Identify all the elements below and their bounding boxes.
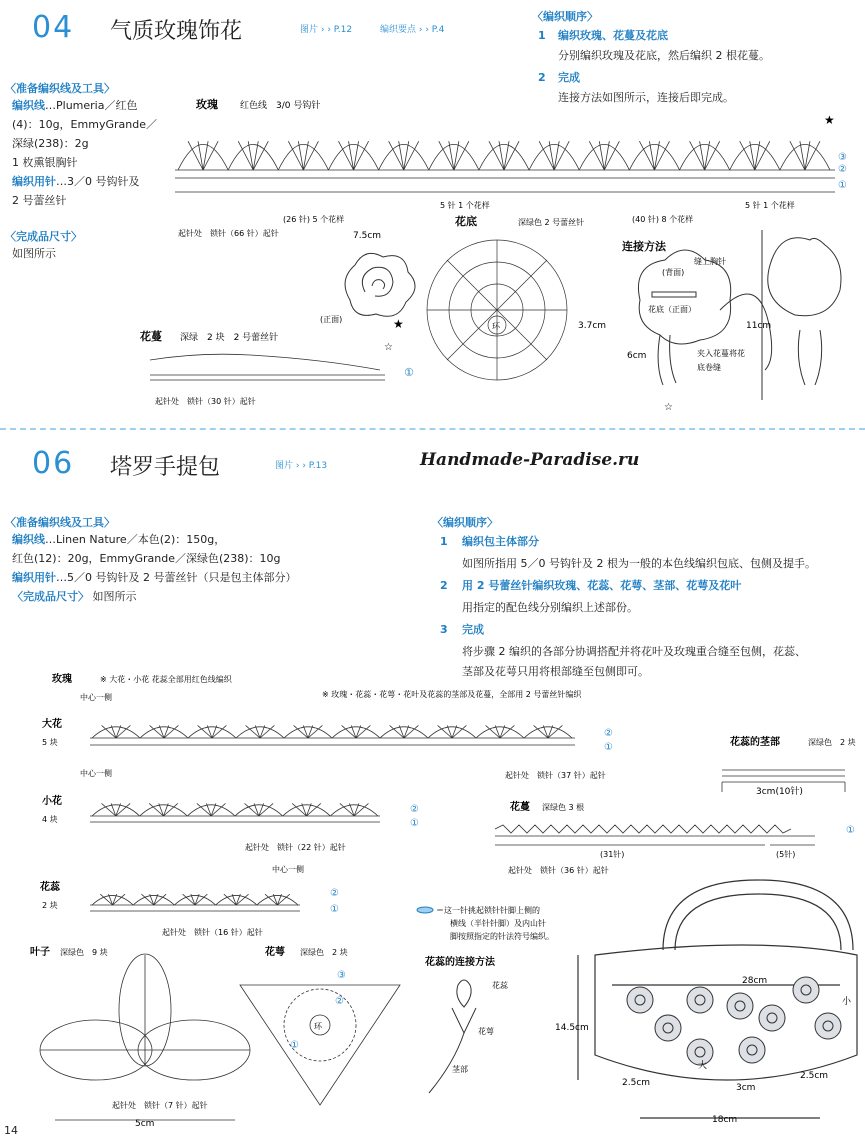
conn-pin: 缝上胸针 xyxy=(694,257,726,266)
step-desc: 连接方法如图所示，连接后即完成。 xyxy=(558,91,734,104)
bag-rose-icon xyxy=(727,993,753,1019)
row-marker: ② xyxy=(604,728,613,739)
stem-length: 3cm(10针) xyxy=(756,787,803,797)
small-flower-chart xyxy=(90,803,380,822)
bag-rose-icon xyxy=(627,987,653,1013)
vine-label: 花蔓 xyxy=(140,330,162,343)
step-desc: 用指定的配色线分别编织上述部份。 xyxy=(462,601,638,614)
base-spec: 深绿色 2 号蕾丝针 xyxy=(518,218,585,227)
row-marker: ① xyxy=(604,742,613,753)
rose-spec: 红色线 3/0 号钩针 xyxy=(240,101,321,111)
chart-arch xyxy=(92,805,140,816)
rose-measure: 5 针 1 个花样 xyxy=(440,201,490,210)
step-title: 编织玫瑰、花蔓及花底 xyxy=(558,29,668,42)
star-icon: ★ xyxy=(824,113,835,127)
yarn-label: 编织线 xyxy=(12,533,45,546)
order-heading: 〈编织顺序〉 xyxy=(532,10,598,23)
small-count: 4 块 xyxy=(42,815,58,824)
row-marker: ① xyxy=(838,180,847,191)
chart-arch xyxy=(236,727,284,738)
pistil-start: 起针处 锁针（16 针）起针 xyxy=(162,928,263,937)
order-heading: 〈编织顺序〉 xyxy=(432,516,498,529)
yarn-line: 深绿(238)：2g xyxy=(12,137,89,150)
rose-note: ※ 大花・小花 花蕊全部用红色线编织 xyxy=(100,675,232,684)
size-heading: 〈完成品尺寸〉 xyxy=(12,590,89,603)
row-marker: ③ xyxy=(838,152,847,163)
front-label: (正面) xyxy=(320,315,343,324)
rose-start: 起针处 锁针（66 针）起针 xyxy=(178,229,279,238)
pconn-part: 花蕊 xyxy=(492,981,508,990)
rose-label: 玫瑰 xyxy=(196,98,218,111)
base-label: 花底 xyxy=(455,215,477,228)
yarn-line: 红色(12)：20g，EmmyGrande／深绿色(238)：10g xyxy=(12,552,281,565)
needle-line: 2 号蕾丝针 xyxy=(12,194,67,207)
step-title: 完成 xyxy=(462,623,484,636)
base-diameter: 3.7cm xyxy=(578,321,607,331)
conn-note: 底卷缝 xyxy=(697,363,721,372)
step-number: 3 xyxy=(440,623,448,636)
big-start: 起针处 锁针（37 针）起针 xyxy=(505,771,606,780)
conn-note: 夹入花蔓将花 xyxy=(697,349,745,358)
chart-arch xyxy=(140,805,188,816)
step-desc: 分别编织玫瑰及花底，然后编织 2 根花蔓。 xyxy=(558,49,770,62)
chart-arch xyxy=(330,805,378,816)
chart-arch xyxy=(476,727,524,738)
step-title: 用 2 号蕾丝针编织玫瑰、花蕊、花萼、茎部、花萼及花叶 xyxy=(462,579,742,592)
conn-label: 连接方法 xyxy=(622,240,666,253)
stem-label: 花蕊的茎部 xyxy=(730,737,780,748)
bag-rose-icon xyxy=(739,1037,765,1063)
row-marker: ② xyxy=(330,888,339,899)
row-marker: ② xyxy=(335,996,344,1007)
needle-label: 编织用针 xyxy=(12,571,56,584)
photo-ref: 图片 › › P.13 xyxy=(275,461,328,471)
rose-width: 7.5cm xyxy=(353,231,382,241)
big-flower-chart xyxy=(90,725,575,745)
rose-measure: (40 针) 8 个花样 xyxy=(632,215,694,224)
center-side: 中心一侧 xyxy=(80,769,112,778)
yarn-line: …Plumeria／红色 xyxy=(45,99,138,112)
chart-arch xyxy=(284,727,332,738)
symbol-icon xyxy=(417,907,433,913)
size-value: 如图所示 xyxy=(12,247,56,260)
bag-rose-icon xyxy=(793,977,819,1003)
center-side: 中心一侧 xyxy=(80,693,112,702)
vine-spec: 深绿色 3 根 xyxy=(542,803,585,812)
chart-arch xyxy=(216,895,257,905)
star-icon: ★ xyxy=(393,317,404,331)
bag-offset: 2.5cm xyxy=(622,1078,651,1088)
pconn-label: 花蕊的连接方法 xyxy=(425,957,495,968)
chart-arch xyxy=(133,895,174,905)
chart-arch xyxy=(174,895,215,905)
needle-label: 编织用针 xyxy=(12,175,56,188)
vine-start: 起针处 锁针（36 针）起针 xyxy=(508,866,609,875)
symbol-note: 横线（半针针脚）及内山针 xyxy=(450,919,546,928)
row-marker: ① xyxy=(846,825,855,836)
row-marker: ① xyxy=(404,366,414,379)
row-marker: ② xyxy=(410,804,419,815)
conn-front: 花底（正面） xyxy=(648,305,696,314)
section-number: 06 xyxy=(32,446,75,481)
rose-label: 玫瑰 xyxy=(52,674,72,685)
yarn-line: (4)：10g，EmmyGrande／ xyxy=(12,118,157,131)
section-title: 塔罗手提包 xyxy=(110,455,221,480)
chart-arch xyxy=(92,895,133,905)
row-marker: ② xyxy=(838,164,847,175)
calyx-chart xyxy=(240,985,400,1105)
tips-ref: 编织要点 › › P.4 xyxy=(380,25,445,35)
leaf-width: 5cm xyxy=(135,1119,155,1129)
rose-measure: 5 针 1 个花样 xyxy=(745,201,795,210)
bag-rose-icon xyxy=(687,987,713,1013)
leaf-chart xyxy=(40,954,250,1080)
vine-measure: (31针) xyxy=(600,850,625,859)
yarn-label: 编织线 xyxy=(12,99,45,112)
vine-label: 花蔓 xyxy=(510,802,530,813)
pconn-diagram xyxy=(429,980,476,1093)
bag-small-label: 小 xyxy=(842,997,852,1007)
chart-arch xyxy=(524,727,572,738)
yarn-line: 1 枚熏银胸针 xyxy=(12,156,78,169)
yarn-line: …Linen Nature／本色(2)：150g， xyxy=(45,533,226,546)
size-heading: 〈完成品尺寸〉 xyxy=(5,230,82,243)
star-outline-icon: ☆ xyxy=(384,342,393,353)
pistil-label: 花蕊 xyxy=(40,882,60,893)
leaf-label: 叶子 xyxy=(30,947,50,958)
bag-bottom-width: 18cm xyxy=(712,1115,738,1125)
step-number: 2 xyxy=(538,71,546,84)
step-title: 编织包主体部分 xyxy=(462,535,539,548)
big-label: 大花 xyxy=(42,719,62,730)
step-desc: 将步骤 2 编织的各部分协调搭配并将花叶及玫瑰重合缝至包侧，花蕊、 xyxy=(462,645,806,658)
chart-arch xyxy=(380,727,428,738)
pistil-chart xyxy=(90,894,300,911)
chart-arch xyxy=(332,727,380,738)
section-number: 04 xyxy=(32,10,75,45)
page-number: 14 xyxy=(4,1124,18,1137)
bag-offset: 3cm xyxy=(736,1083,756,1093)
pconn-part: 茎部 xyxy=(452,1065,468,1074)
bag-width: 28cm xyxy=(742,976,768,986)
chart-arch xyxy=(428,727,476,738)
vine-spec: 深绿 2 块 2 号蕾丝针 xyxy=(180,333,279,343)
vine-measure: (5针) xyxy=(776,850,796,859)
pistil-count: 2 块 xyxy=(42,901,58,910)
bag-big-label: 大 xyxy=(698,1061,708,1071)
photo-ref: 图片 › › P.12 xyxy=(300,25,353,35)
chart-arch xyxy=(235,805,283,816)
leaf-start: 起针处 锁针（7 针）起针 xyxy=(112,1101,208,1110)
chart-arch xyxy=(283,805,331,816)
calyx-spec: 深绿色 2 块 xyxy=(300,948,348,957)
step-desc: 茎部及花萼只用将根部缝至包侧即可。 xyxy=(462,665,649,678)
big-count: 5 块 xyxy=(42,738,58,747)
vine-chart xyxy=(495,825,815,845)
bag-rose-icon xyxy=(655,1015,681,1041)
vine-start: 起针处 锁针（30 针）起针 xyxy=(155,397,256,406)
finished-height: 11cm xyxy=(746,321,772,331)
step-number: 2 xyxy=(440,579,448,592)
chart-arch xyxy=(188,727,236,738)
bag-rose-icon xyxy=(815,1013,841,1039)
star-outline-icon: ☆ xyxy=(664,402,673,413)
symbol-note: 脚按照指定的针法符号编织。 xyxy=(450,932,554,941)
small-label: 小花 xyxy=(42,796,62,807)
prep-heading: 〈准备编织线及工具〉 xyxy=(5,82,115,95)
needle-line: …5／0 号钩针及 2 号蕾丝针（只是包主体部分） xyxy=(56,571,297,584)
rose-note: ※ 玫瑰・花蕊・花萼・花叶及花蕊的茎部及花蔓，全部用 2 号蕾丝针编织 xyxy=(322,690,582,699)
leaf-spec: 深绿色 9 块 xyxy=(60,948,108,957)
row-marker: ③ xyxy=(337,970,346,981)
rose-measure: (26 针) 5 个花样 xyxy=(283,215,345,224)
needle-line: …3／0 号钩针及 xyxy=(56,175,140,188)
chart-arch xyxy=(92,727,140,738)
row-marker: ① xyxy=(330,904,339,915)
step-number: 1 xyxy=(538,29,546,42)
conn-length: 6cm xyxy=(627,351,647,361)
section-title: 气质玫瑰饰花 xyxy=(110,19,243,44)
ring-label: 环 xyxy=(492,322,500,331)
bag-offset: 2.5cm xyxy=(800,1071,829,1081)
prep-heading: 〈准备编织线及工具〉 xyxy=(5,516,115,529)
small-start: 起针处 锁针（22 针）起针 xyxy=(245,843,346,852)
bag-height: 14.5cm xyxy=(555,1023,589,1033)
step-title: 完成 xyxy=(558,71,580,84)
size-value: 如图所示 xyxy=(92,590,137,603)
pconn-part: 花萼 xyxy=(478,1027,494,1036)
ring-label: 环 xyxy=(314,1022,322,1031)
calyx-label: 花萼 xyxy=(265,947,285,958)
row-marker: ① xyxy=(290,1040,299,1051)
symbol-note: ＝这一针挑起锁针针脚上侧的 xyxy=(436,906,540,915)
step-number: 1 xyxy=(440,535,448,548)
watermark: Handmade-Paradise.ru xyxy=(420,450,640,470)
row-marker: ① xyxy=(410,818,419,829)
chart-arch xyxy=(140,727,188,738)
center-side: 中心一侧 xyxy=(272,865,304,874)
bag-roses xyxy=(627,977,841,1065)
step-desc: 如图所指用 5／0 号钩针及 2 根为一般的本色线编织包底、包侧及提手。 xyxy=(462,557,816,570)
stem-spec: 深绿色 2 块 xyxy=(808,738,856,747)
bag-rose-icon xyxy=(759,1005,785,1031)
chart-arch xyxy=(187,805,235,816)
chart-arch xyxy=(257,895,298,905)
conn-back: (背面) xyxy=(662,268,685,277)
